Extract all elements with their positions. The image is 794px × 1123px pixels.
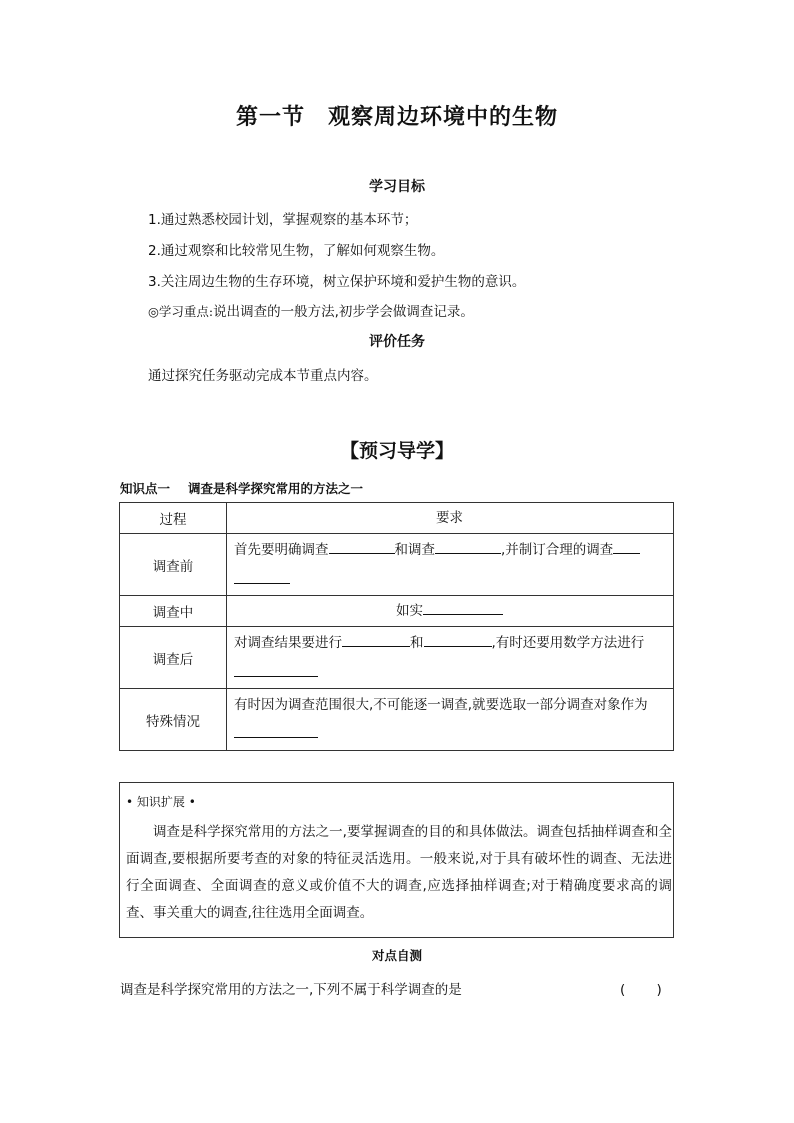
table-stage-cell: 特殊情况 [120, 689, 227, 751]
requirement-text: 如实 [396, 603, 423, 619]
self-test-heading: 对点自测 [371, 948, 422, 963]
requirement-text: 和 [410, 634, 424, 651]
knowledge-point-title: 调查是科学探究常用的方法之一 [188, 481, 364, 496]
fill-blank[interactable] [234, 662, 318, 677]
fill-blank[interactable] [423, 600, 503, 615]
table-requirement-cell [227, 627, 674, 689]
requirement-text: ,并制订合理的调查 [501, 541, 614, 558]
learning-focus [148, 300, 474, 320]
learning-focus-text: 说出调查的一般方法,初步学会做调查记录。 [213, 304, 474, 320]
table-row [120, 627, 674, 689]
fill-blank[interactable] [329, 539, 395, 554]
fill-blank[interactable] [424, 632, 492, 647]
table-stage-cell: 调查中 [120, 596, 227, 627]
fill-blank[interactable] [234, 569, 290, 584]
objective-item-3: 3.关注周边生物的生存环境，树立保护环境和爱护生物的意识。 [148, 274, 526, 290]
self-test-question: 调查是科学探究常用的方法之一,下列不属于科学调查的是 [120, 982, 462, 998]
table-row [120, 596, 674, 627]
table-stage-cell: 调查前 [120, 534, 227, 596]
requirement-text: 对调查结果要进行 [234, 634, 342, 651]
knowledge-point-heading [120, 479, 363, 497]
knowledge-extension-box [119, 782, 674, 938]
table-requirement-cell [227, 689, 674, 751]
objective-item-1: 1.通过熟悉校园计划，掌握观察的基本环节； [148, 212, 418, 228]
knowledge-extension-text: 调查是科学探究常用的方法之一,要掌握调查的目的和具体做法。调查包括抽样调查和全面调查,要根据所要考查的对象的特征灵活选用。一般来说,对于具有破坏性的调查、无法进行全面调查、全面调查的意义或价值不大的调查,应选择抽样调查;对于精确度要求高的调查、事关重大的调查,往往选用全面调查。 [126, 824, 672, 921]
table-stage-cell: 调查后 [120, 627, 227, 689]
table-requirement-cell [227, 534, 674, 596]
knowledge-point-label: 知识点一 [120, 481, 171, 496]
table-header-process: 过程 [120, 503, 227, 534]
objective-item-2: 2.通过观察和比较常见生物，了解如何观察生物。 [148, 243, 445, 259]
evaluation-text: 通过探究任务驱动完成本节重点内容。 [148, 368, 378, 384]
page-title: 第一节 观察周边环境中的生物 [235, 104, 558, 130]
requirement-text: 首先要明确调查 [234, 541, 329, 558]
answer-parentheses[interactable]: ( ) [620, 982, 662, 998]
fill-blank[interactable] [234, 723, 318, 738]
fill-blank[interactable] [435, 539, 501, 554]
table-header-row [120, 503, 674, 534]
requirement-text: 有时因为调查范围很大,不可能逐一调查,就要选取一部分调查对象作为 [234, 696, 648, 713]
fill-blank[interactable] [342, 632, 410, 647]
table-row [120, 689, 674, 751]
table-requirement-cell [227, 596, 674, 627]
table-row [120, 534, 674, 596]
requirement-text: 和调查 [394, 541, 435, 558]
objectives-heading: 学习目标 [369, 179, 425, 195]
preview-heading: 【预习导学】 [339, 440, 454, 462]
learning-focus-label: ◎学习重点: [148, 304, 214, 319]
fill-blank[interactable] [613, 539, 640, 554]
evaluation-heading: 评价任务 [369, 334, 425, 350]
survey-requirements-table [119, 502, 674, 751]
table-header-requirement: 要求 [227, 503, 674, 534]
requirement-text: ,有时还要用数学方法进行 [491, 634, 645, 651]
knowledge-extension-title: • 知识扩展 • [126, 795, 196, 809]
